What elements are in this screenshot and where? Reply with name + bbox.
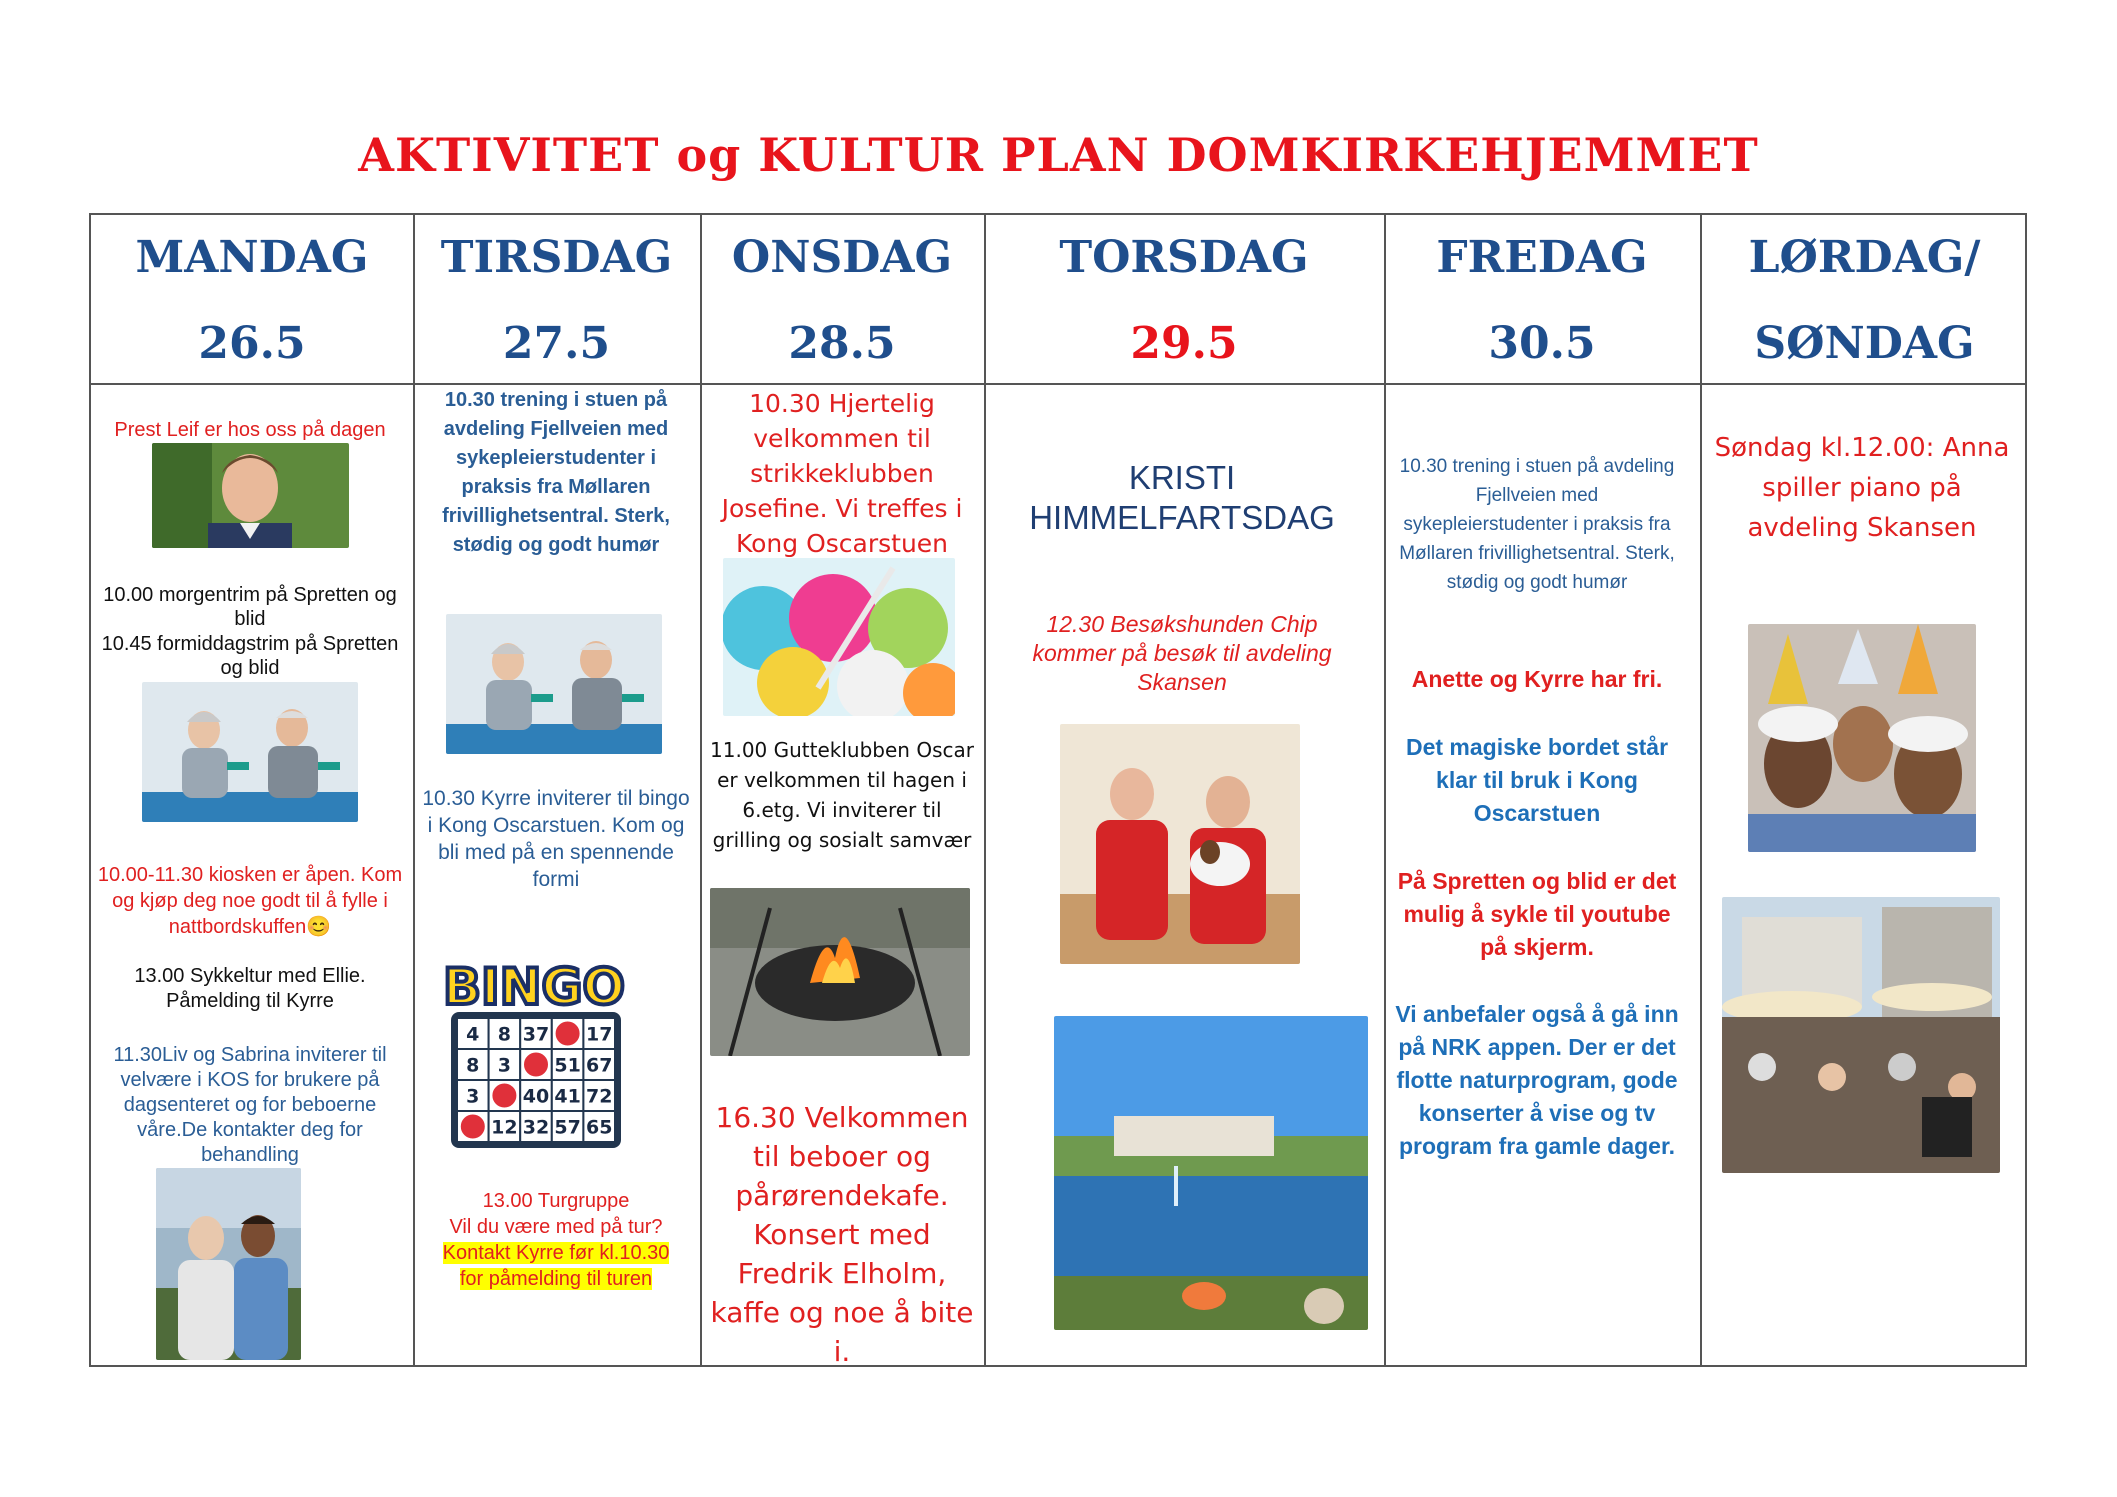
- monday-activity-wellness: 11.30Liv og Sabrina inviterer til velvære i KOS for brukere på dagsenteret og for beboerne våre.De kontakter deg for behandling: [113, 1044, 387, 1166]
- bingo-number: 37: [522, 1023, 550, 1046]
- bingo-number: 67: [585, 1054, 613, 1077]
- bingo-number: 4: [466, 1023, 480, 1046]
- column-divider: [413, 215, 415, 1365]
- bingo-number: 12: [491, 1116, 518, 1139]
- day-name: ONSDAG: [731, 232, 953, 283]
- tuesday-activity-hike: [420, 1188, 692, 1292]
- bingo-number: 41: [554, 1085, 581, 1108]
- tuesday-activity-training: 10.30 trening i stuen på avdeling Fjellveien med sykepleierstudenter i praksis fra Møllaren frivillighetsentral. Sterk, stødig og godt humør: [442, 389, 670, 556]
- hike-highlight-1: Kontakt Kyrre før kl.10.30: [442, 1242, 670, 1264]
- day-header-tuesday: [413, 215, 700, 383]
- bingo-number: 51: [554, 1054, 581, 1077]
- column-divider: [700, 215, 702, 1365]
- bingo-marker: [460, 1114, 486, 1140]
- bingo-marker: [555, 1021, 581, 1047]
- day-header-wednesday: [700, 215, 984, 383]
- bingo-number: 8: [497, 1023, 512, 1046]
- day-date: 30.5: [1488, 318, 1596, 369]
- hike-line-2: Vil du være med på tur?: [449, 1216, 663, 1238]
- wednesday-activity-knitting: 10.30 Hjertelig velkommen til strikkeklubben Josefine. Vi treffes i Kong Oscarstuen: [721, 389, 963, 558]
- day-date: 27.5: [502, 318, 611, 369]
- day-date: SØNDAG: [1754, 318, 1975, 369]
- bingo-logo: BINGO: [442, 958, 626, 1016]
- friday-activity-training: 10.30 trening i stuen på avdeling Fjellveien med sykepleierstudenter i praksis fra Møllaren frivillighetsentral. Sterk, stødig og godt humør: [1399, 456, 1675, 593]
- friday-magic-table: Det magiske bordet står klar til bruk i Kong Oscarstuen: [1405, 734, 1669, 826]
- monday-activity-kiosk: [95, 862, 405, 940]
- monday-activity-morningtrim: 10.00 morgentrim på Spretten og blid: [103, 584, 397, 630]
- bingo-number: 3: [497, 1054, 512, 1077]
- hike-line-1: 13.00 Turgruppe: [482, 1190, 630, 1212]
- bingo-number: 40: [522, 1085, 550, 1108]
- monday-activity-priest: Prest Leif er hos oss på dagen: [114, 419, 386, 441]
- bingo-number: 57: [554, 1116, 581, 1139]
- day-name: FREDAG: [1436, 232, 1648, 283]
- priest-photo: [152, 443, 349, 548]
- thursday-holiday: KRISTI HIMMELFARTSDAG: [1029, 459, 1335, 536]
- staff-photo: [156, 1168, 301, 1360]
- day-date: 28.5: [788, 318, 896, 369]
- day-name: TORSDAG: [1059, 232, 1309, 283]
- monday-activity-formiddagstrim: 10.45 formiddagstrim på Spretten og blid: [101, 633, 399, 679]
- weekend-activity-piano: Søndag kl.12.00: Anna spiller piano på avdeling Skansen: [1714, 433, 2010, 543]
- bingo-card-image: [433, 952, 635, 1150]
- lake-photo: [1054, 1016, 1368, 1330]
- day-header-friday: [1384, 215, 1700, 383]
- day-name: LØRDAG/: [1748, 232, 1981, 283]
- day-name: TIRSDAG: [440, 232, 673, 283]
- friday-staff-off: Anette og Kyrre har fri.: [1411, 666, 1663, 692]
- party-selfie-photo: [1748, 624, 1976, 852]
- day-header-weekend: [1700, 215, 2029, 383]
- dog-visit-photo: [1060, 724, 1300, 964]
- thursday-activity-dog: 12.30 Besøkshunden Chip kommer på besøk til avdeling Skansen: [1032, 611, 1332, 695]
- monday-activity-bike: 13.00 Sykkeltur med Ellie. Påmelding til Kyrre: [134, 965, 366, 1012]
- yarn-photo: [723, 558, 955, 716]
- grill-photo: [710, 888, 970, 1056]
- kiosk-text: 10.00-11.30 kiosken er åpen. Kom og kjøp deg noe godt til å fylle i nattbordskuffen: [97, 864, 403, 938]
- exercise-photo: [142, 682, 358, 822]
- column-divider: [1384, 215, 1386, 1365]
- bingo-number: 3: [466, 1085, 480, 1108]
- tuesday-activity-bingo: 10.30 Kyrre inviterer til bingo i Kong Oscarstuen. Kom og bli med på en spennende formi: [422, 787, 690, 891]
- bingo-number: 65: [585, 1116, 613, 1139]
- wednesday-activity-boysclub: 11.00 Gutteklubben Oscar er velkommen til hagen i 6.etg. Vi inviterer til grilling og sosialt samvær: [710, 738, 974, 852]
- day-date: 29.5: [1130, 318, 1238, 369]
- bingo-number: 17: [585, 1023, 613, 1046]
- bingo-number: 72: [585, 1085, 613, 1108]
- day-header-thursday: [984, 215, 1384, 383]
- bingo-number: 32: [522, 1116, 550, 1139]
- hike-highlight-2: for påmelding til turen: [459, 1268, 653, 1290]
- column-divider: [1700, 215, 1702, 1365]
- day-name: MANDAG: [135, 232, 369, 283]
- page-title: AKTIVITET og KULTUR PLAN DOMKIRKEHJEMMET: [358, 128, 1759, 182]
- bingo-marker: [523, 1052, 549, 1078]
- wednesday-activity-cafe: 16.30 Velkommen til beboer og pårørendekafe. Konsert med Fredrik Elholm, kaffe og noe å bite i.: [710, 1101, 974, 1368]
- friday-bike-youtube: På Spretten og blid er det mulig å sykle til youtube på skjerm.: [1397, 868, 1677, 960]
- bingo-number: 8: [466, 1054, 480, 1077]
- bingo-marker: [491, 1083, 517, 1109]
- exercise-photo: [446, 614, 662, 754]
- friday-nrk-app: Vi anbefaler også å gå inn på NRK appen. Der er det flotte naturprogram, gode konserter å vise og tv program fra gamle dager.: [1395, 1001, 1679, 1159]
- day-header-monday: [91, 215, 413, 383]
- day-date: 26.5: [198, 318, 306, 369]
- column-divider: [984, 215, 986, 1365]
- smile-emoji: 😊: [306, 916, 332, 938]
- terrace-photo: [1722, 897, 2000, 1173]
